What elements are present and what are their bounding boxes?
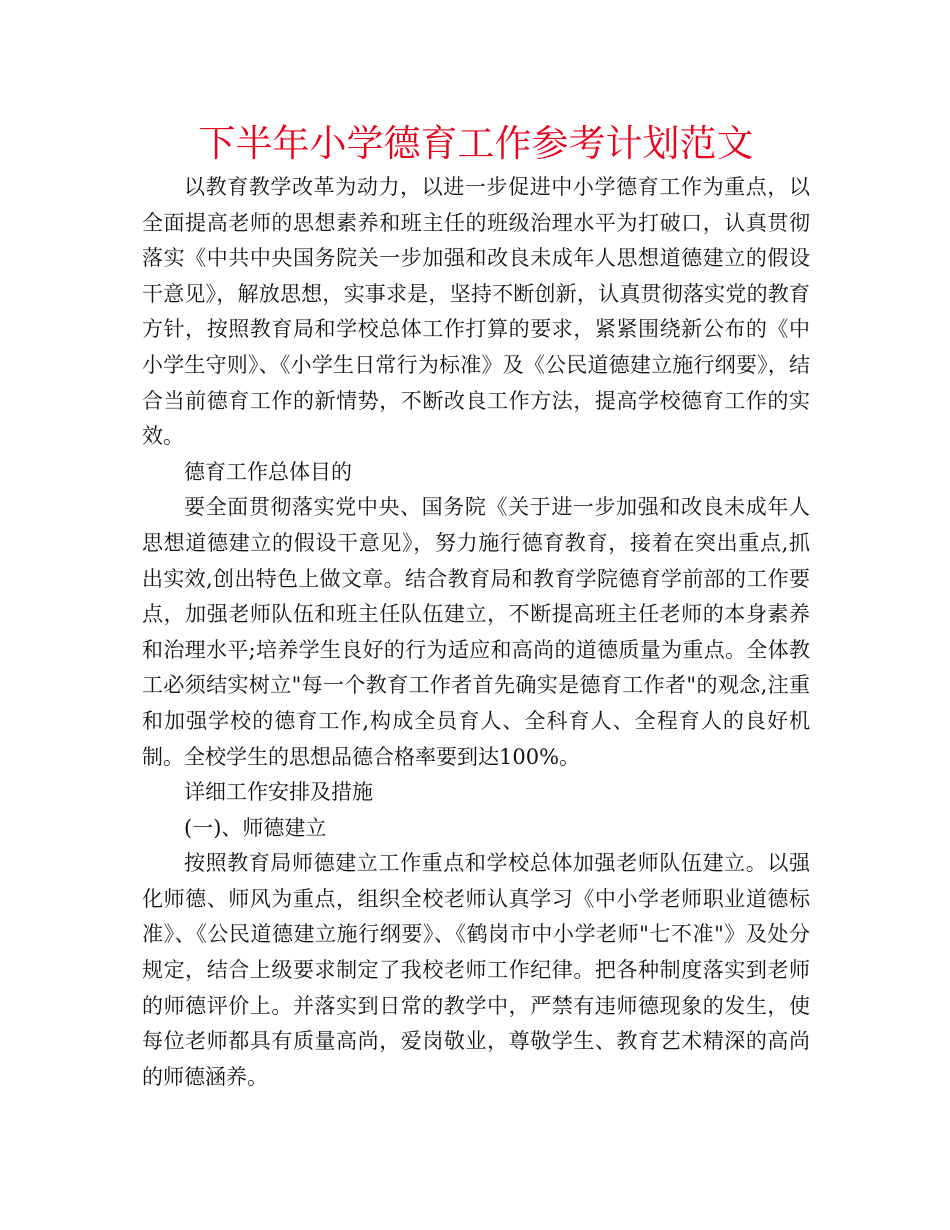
document-page	[142, 118, 810, 1095]
subsection-heading-teacher-ethics: (一)、师德建立	[184, 815, 327, 840]
intro-paragraph: 以教育教学改革为动力，以进一步促进中小学德育工作为重点，以全面提高老师的思想素养和班主任的班级治理水平为打破口，认真贯彻落实《中共中央国务院关一步加强和改良未成年人思想道德建立的假设干意见》，解放思想，实事求是，坚持不断创新，认真贯彻落实党的教育方针，按照教育局和学校总体工作打算的要求，紧紧围绕新公布的《中小学生守则》、《小学生日常行为标准》及《公民道德建立施行纲要》，结合当前德育工作的新情势，不断改良工作方法，提高学校德育工作的实效。	[142, 175, 810, 449]
teacher-ethics-paragraph: 按照教育局师德建立工作重点和学校总体加强老师队伍建立。以强化师德、师风为重点，组织全校老师认真学习《中小学老师职业道德标准》、《公民道德建立施行纲要》、《鹤岗市中小学老师"七不准"》及处分规定，结合上级要求制定了我校老师工作纪律。把各种制度落实到老师的师德评价上。并落实到日常的教学中，严禁有违师德现象的发生，使每位老师都具有质量高尚，爱岗敬业，尊敬学生、教育艺术精深的高尚的师德涵养。	[142, 851, 810, 1089]
section-heading-goals: 德育工作总体目的	[184, 459, 352, 484]
document-title: 下半年小学德育工作参考计划范文	[198, 122, 754, 165]
goals-paragraph: 要全面贯彻落实党中央、国务院《关于进一步加强和改良未成年人思想道德建立的假设干意见》，努力施行德育教育，接着在突出重点,抓出实效,创出特色上做文章。结合教育局和教育学院德育学前部的工作要点，加强老师队伍和班主任队伍建立，不断提高班主任老师的本身素养和治理水平;培养学生良好的行为适应和高尚的道德质量为重点。全体教工必须结实树立"每一个教育工作者首先确实是德育工作者"的观念,注重和加强学校的德育工作,构成全员育人、全科育人、全程育人的良好机制。全校学生的思想品德合格率要到达100%。	[142, 495, 810, 769]
section-heading-arrangements: 详细工作安排及措施	[184, 780, 373, 805]
